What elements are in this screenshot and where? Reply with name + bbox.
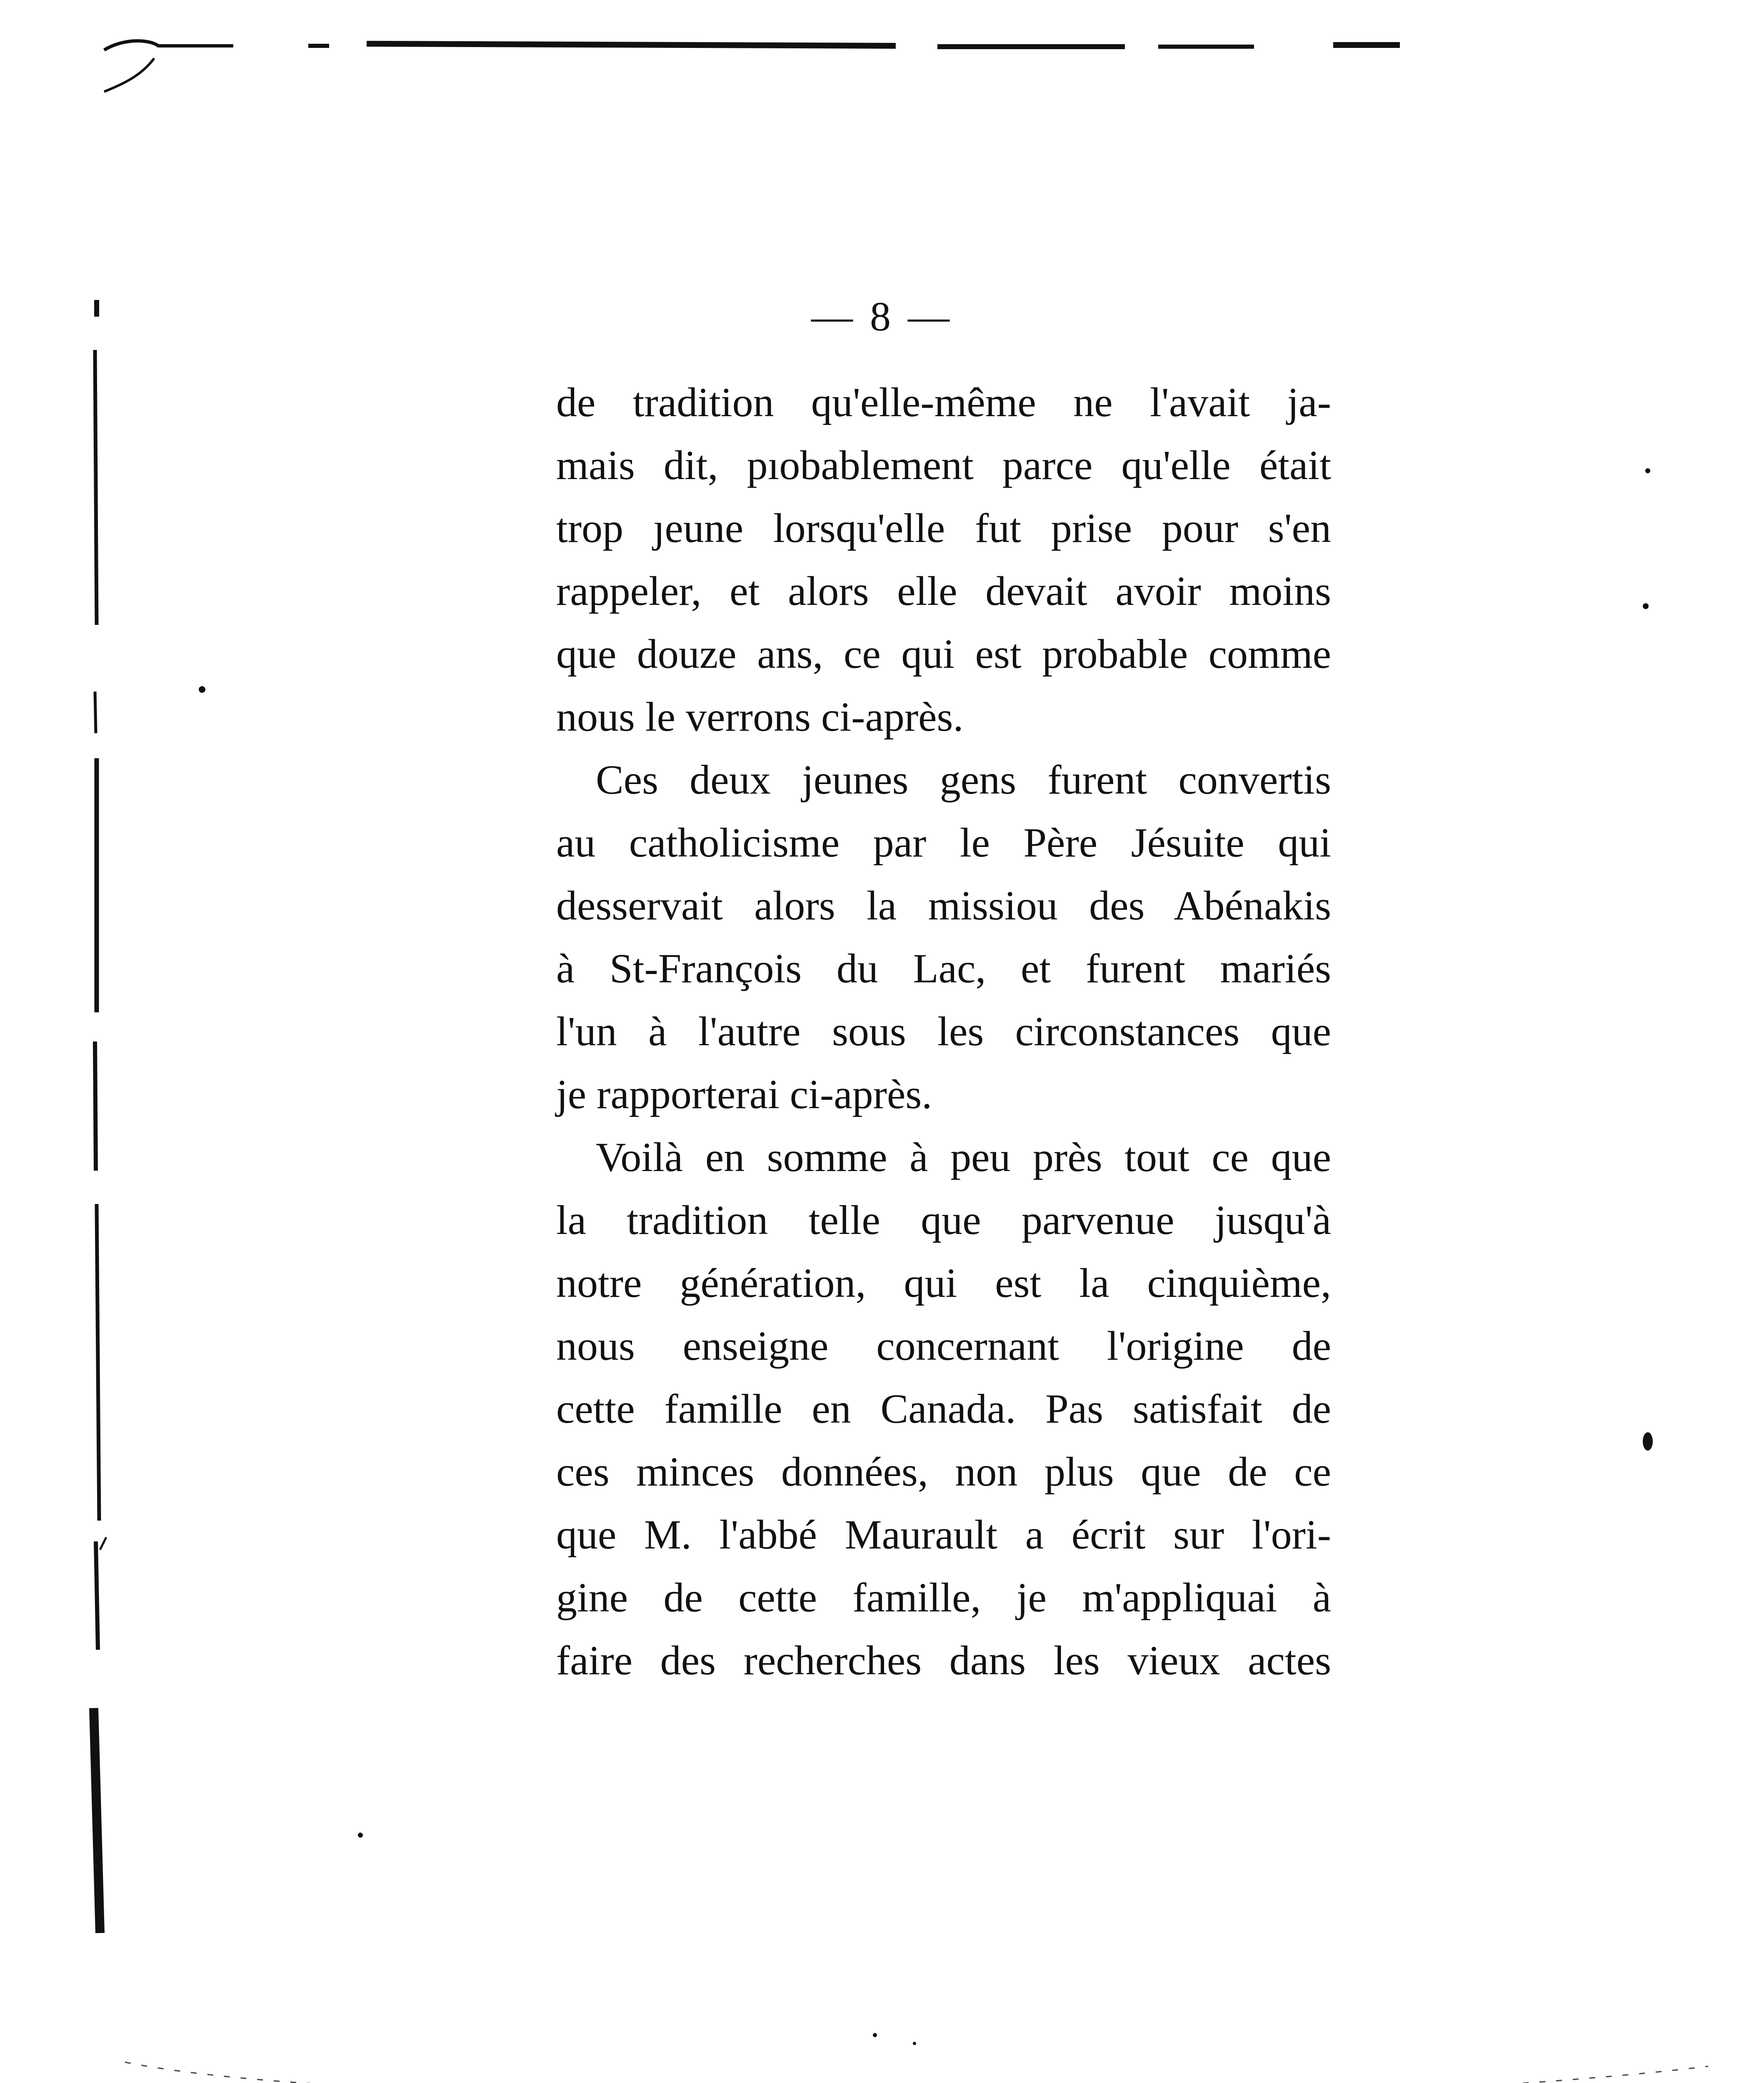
bottom-edge-mark bbox=[125, 2062, 1708, 2083]
text-line: au catholicisme par le Père Jésuite qui bbox=[556, 819, 1331, 866]
text-line: de tradition qu'elle-même ne l'avait ja- bbox=[556, 379, 1331, 425]
left-edge-mark bbox=[94, 300, 106, 1933]
text-line: faire des recherches dans les vieux actes bbox=[556, 1637, 1331, 1683]
text-line: l'un à l'autre sous les circonstances que bbox=[556, 1008, 1331, 1054]
text-line: que M. l'abbé Maurault a écrit sur l'ori- bbox=[556, 1511, 1331, 1558]
top-edge-mark bbox=[104, 41, 1400, 92]
paragraph-3 bbox=[556, 1126, 1331, 1692]
text-line: mais dit, pıobablement parce qu'elle était bbox=[556, 442, 1331, 488]
text-line: la tradition telle que parvenue jusqu'à bbox=[556, 1197, 1331, 1243]
body-text bbox=[556, 371, 1331, 1692]
text-line: nous le verrons ci-après. bbox=[556, 694, 964, 740]
text-line: notre génération, qui est la cinquième, bbox=[556, 1260, 1331, 1306]
text-line: nous enseigne concernant l'origine de bbox=[556, 1323, 1331, 1369]
page-number: — 8 — bbox=[811, 293, 953, 340]
text-line: cette famille en Canada. Pas satisfait de bbox=[556, 1386, 1331, 1432]
text-line: trop ȷeune lorsqu'elle fut prise pour s'en bbox=[556, 505, 1331, 551]
paragraph-1 bbox=[556, 371, 1331, 748]
text-line: Ces deux jeunes gens furent convertis bbox=[596, 757, 1331, 803]
text-line: ces minces données, non plus que de ce bbox=[556, 1449, 1331, 1495]
paragraph-2 bbox=[556, 748, 1331, 1126]
text-line: je rapporterai ci-après. bbox=[556, 1071, 932, 1117]
text-line: rappeler, et alors elle devait avoir moins bbox=[556, 568, 1331, 614]
text-line: gine de cette famille, je m'appliquai à bbox=[556, 1574, 1331, 1621]
text-line: desservait alors la missiou des Abénakis bbox=[556, 882, 1331, 929]
text-line: que douze ans, ce qui est probable comme bbox=[556, 631, 1331, 677]
text-line: à St-François du Lac, et furent mariés bbox=[556, 945, 1331, 992]
text-line: Voilà en somme à peu près tout ce que bbox=[596, 1134, 1331, 1180]
